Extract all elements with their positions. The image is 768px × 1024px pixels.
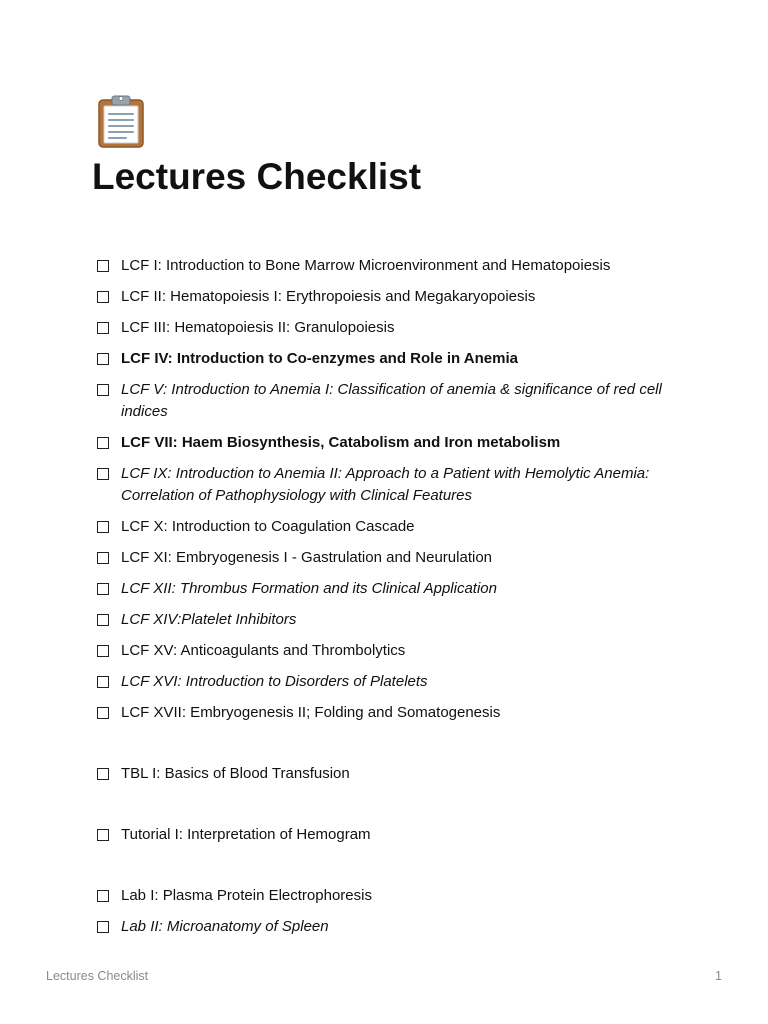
checklist-item-label: TBL I: Basics of Blood Transfusion (121, 765, 350, 782)
checklist-item-label: LCF X: Introduction to Coagulation Cascade (121, 518, 415, 535)
footer-document-title: Lectures Checklist (46, 969, 149, 983)
checkbox[interactable] (97, 468, 109, 480)
checkbox[interactable] (97, 322, 109, 334)
checklist-item (96, 763, 686, 785)
checklist-item (96, 885, 686, 907)
checklist-item-label: LCF XII: Thrombus Formation and its Clinical Application (121, 580, 497, 597)
checklist-item (96, 255, 686, 277)
checklist-item (96, 463, 686, 507)
checklist-item-label: Lab II: Microanatomy of Spleen (121, 918, 329, 935)
checklist-item (96, 348, 686, 370)
checklist-item-label: Tutorial I: Interpretation of Hemogram (121, 826, 371, 843)
checklist-item-label: LCF III: Hematopoiesis II: Granulopoiesis (121, 319, 395, 336)
checklist-item (96, 547, 686, 569)
checkbox[interactable] (97, 291, 109, 303)
checkbox[interactable] (97, 676, 109, 688)
checklist-item (96, 286, 686, 308)
checklist-item (96, 432, 686, 454)
checklist-item-label: LCF VII: Haem Biosynthesis, Catabolism and Iron metabolism (121, 434, 561, 451)
checkbox[interactable] (97, 521, 109, 533)
checkbox[interactable] (97, 583, 109, 595)
checklist-item-label: LCF XVI: Introduction to Disorders of Platelets (121, 673, 428, 690)
lecture-checklist (96, 255, 686, 938)
clipboard-icon (96, 94, 146, 148)
checkbox[interactable] (97, 707, 109, 719)
checklist-item-label: LCF XIV:Platelet Inhibitors (121, 611, 297, 628)
page-title: Lectures Checklist (92, 156, 422, 197)
checkbox[interactable] (97, 552, 109, 564)
checklist-item (96, 317, 686, 339)
checklist-item-label: Lab I: Plasma Protein Electrophoresis (121, 887, 372, 904)
checkbox[interactable] (97, 921, 109, 933)
checklist-item-label: LCF I: Introduction to Bone Marrow Microenvironment and Hematopoiesis (121, 257, 611, 274)
checklist-item (96, 640, 686, 662)
footer-page-number: 1 (715, 969, 722, 983)
checklist-item (96, 578, 686, 600)
checklist-item (96, 516, 686, 538)
checklist-item-label: LCF XI: Embryogenesis I - Gastrulation and Neurulation (121, 549, 493, 566)
checklist-item (96, 824, 686, 846)
checklist-item (96, 609, 686, 631)
checklist-item (96, 671, 686, 693)
checkbox[interactable] (97, 829, 109, 841)
checkbox[interactable] (97, 384, 109, 396)
checkbox[interactable] (97, 890, 109, 902)
checkbox[interactable] (97, 614, 109, 626)
checkbox[interactable] (97, 260, 109, 272)
checklist-item-label: LCF IV: Introduction to Co-enzymes and Role in Anemia (121, 350, 518, 367)
checkbox[interactable] (97, 353, 109, 365)
checklist-item (96, 702, 686, 724)
checklist-item-label: LCF XV: Anticoagulants and Thrombolytics (121, 642, 406, 659)
checklist-item (96, 379, 686, 423)
checklist-item (96, 916, 686, 938)
checkbox[interactable] (97, 437, 109, 449)
checkbox[interactable] (97, 768, 109, 780)
checklist-item-label: LCF IX: Introduction to Anemia II: Approach to a Patient with Hemolytic Anemia: Correlation of Pathophysiology with Clinical Features (121, 465, 650, 504)
checklist-item-label: LCF V: Introduction to Anemia I: Classification of anemia & significance of red cell indices (121, 381, 662, 420)
checklist-item-label: LCF II: Hematopoiesis I: Erythropoiesis and Megakaryopoiesis (121, 288, 536, 305)
checklist-item-label: LCF XVII: Embryogenesis II; Folding and Somatogenesis (121, 704, 501, 721)
checkbox[interactable] (97, 645, 109, 657)
